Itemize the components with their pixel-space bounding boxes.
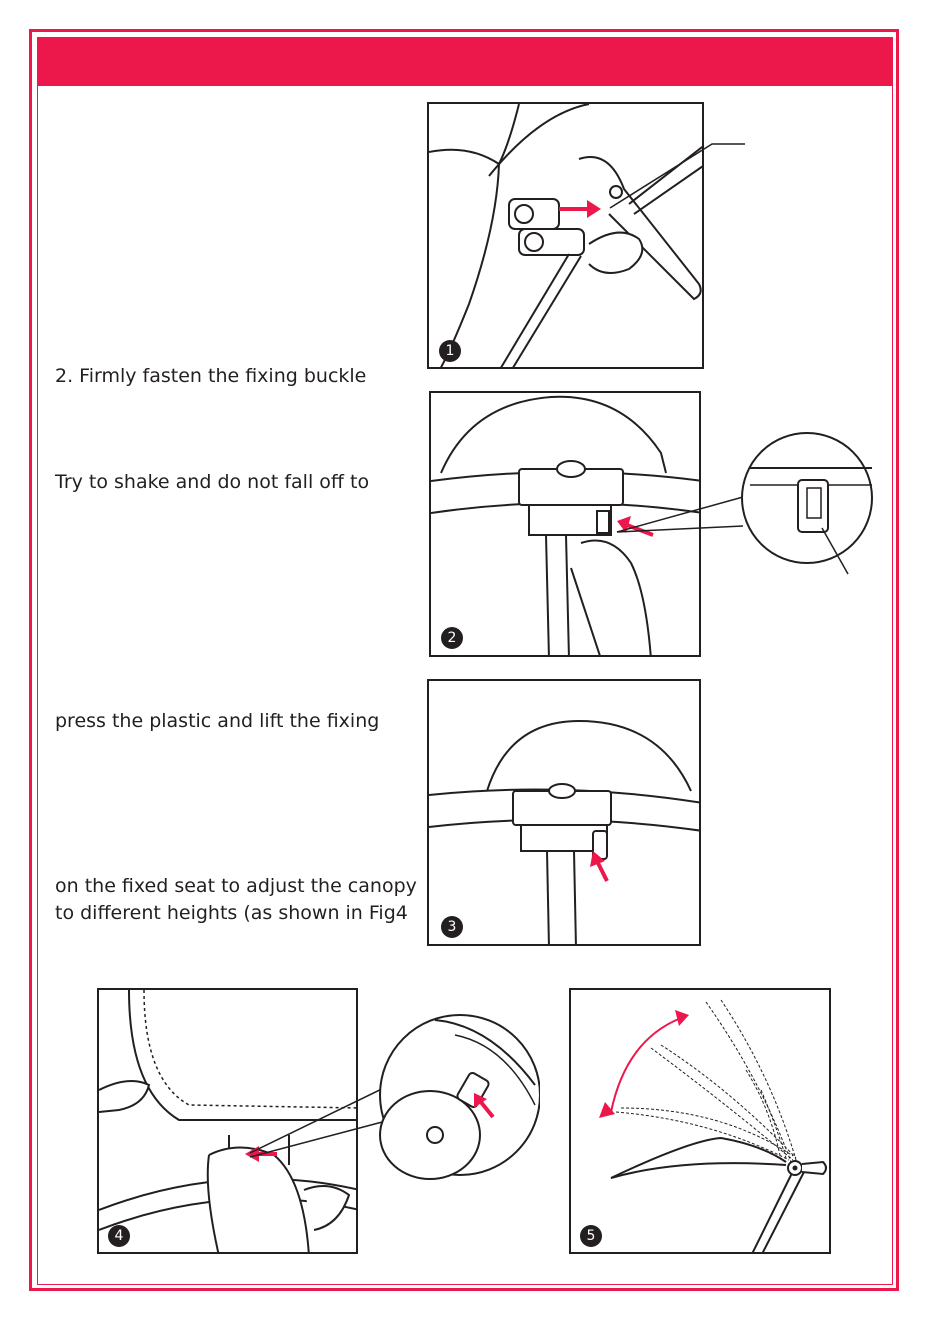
figure-1-number-badge: 1	[439, 340, 461, 362]
figure-4-zoom-callout	[240, 1005, 540, 1205]
instruction-step3-line1: press the plastic and lift the fixing	[55, 710, 380, 732]
figure-4-number-badge: 4	[108, 1225, 130, 1247]
instruction-step2-line2: Try to shake and do not fall off to	[55, 471, 370, 493]
figure-2-number-badge: 2	[441, 627, 463, 649]
figure-3	[427, 679, 701, 946]
figure-1-callout-line	[600, 138, 750, 218]
instruction-step4-line1: on the fixed seat to adjust the canopy	[55, 875, 417, 897]
instruction-step4-line2: to different heights (as shown in Fig4	[55, 902, 408, 924]
instruction-step2-line1: 2. Firmly fasten the fixing buckle	[55, 365, 367, 387]
figure-5-illustration	[571, 990, 831, 1254]
figure-5-number-badge: 5	[580, 1225, 602, 1247]
figure-3-illustration	[429, 681, 701, 946]
figure-5	[569, 988, 831, 1254]
figure-2-zoom-callout	[560, 430, 880, 610]
figure-3-number-badge: 3	[441, 916, 463, 938]
